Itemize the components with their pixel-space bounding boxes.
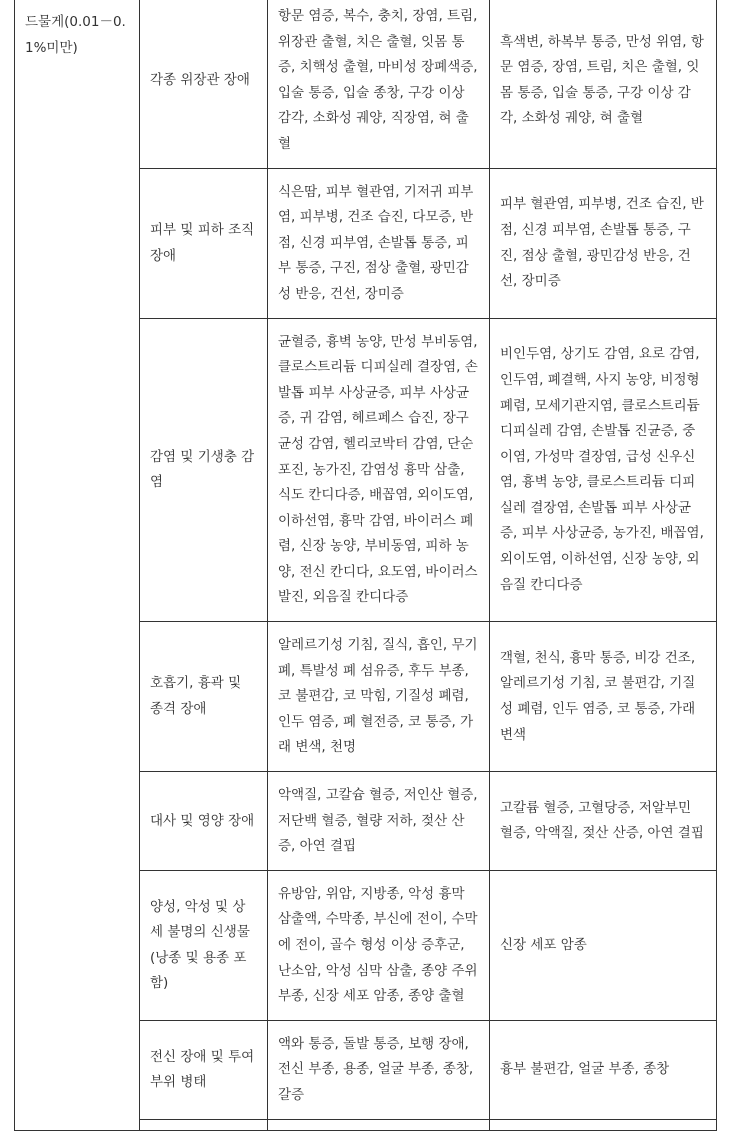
- reaction-cell-a: 유방암, 위암, 지방종, 악성 흉막 삼출액, 수막종, 부신에 전이, 수막에 전이, 골수 형성 이상 증후군, 난소암, 악성 심막 삼출, 종양 주위 부종, 신장 세포 암종, 종양 출혈: [268, 870, 490, 1020]
- next-row-cell-b: [490, 1119, 717, 1130]
- category-cell: 전신 장애 및 투여 부위 병태: [140, 1020, 268, 1119]
- category-cell: 대사 및 영양 장애: [140, 772, 268, 871]
- reaction-cell-a: 식은땀, 피부 혈관염, 기저귀 피부염, 피부병, 건조 습진, 다모증, 반점, 신경 피부염, 손발톱 통증, 피부 통증, 구진, 점상 출혈, 광민감성 반응, 건선, 장미증: [268, 168, 490, 318]
- category-cell: 각종 위장관 장애: [140, 0, 268, 168]
- frequency-cell: 드물게(0.01－0.1%미만): [15, 0, 140, 1130]
- reaction-cell-b: 고칼륨 혈증, 고혈당증, 저알부민 혈증, 악액질, 젖산 산증, 아연 결핍: [490, 772, 717, 871]
- reaction-cell-b: 흉부 불편감, 얼굴 부종, 종창: [490, 1020, 717, 1119]
- category-cell: 감염 및 기생충 감염: [140, 318, 268, 622]
- next-row-cell-a: [268, 1119, 490, 1130]
- reaction-cell-b: 흑색변, 하복부 통증, 만성 위염, 항문 염증, 장염, 트림, 치은 출혈, 잇몸 통증, 입술 통증, 구강 이상 감각, 소화성 궤양, 혀 출혈: [490, 0, 717, 168]
- reaction-cell-b: 피부 혈관염, 피부병, 건조 습진, 반점, 신경 피부염, 손발톱 통증, 구진, 점상 출혈, 광민감성 반응, 건선, 장미증: [490, 168, 717, 318]
- category-cell: 호흡기, 흉곽 및 종격 장애: [140, 622, 268, 772]
- reaction-cell-a: 균혈증, 흉벽 농양, 만성 부비동염, 클로스트리듐 디피실레 결장염, 손발톱 피부 사상균증, 피부 사상균증, 귀 감염, 헤르페스 습진, 장구균성 감염, 헬리코박터 감염, 단순 포진, 농가진, 감염성 흉막 삼출, 식도 칸디다증, 배꼽염, 외이도염, 이하선염, 흉막 감염, 바이러스 폐렴, 신장 농양, 부비동염, 피하 농양, 전신 칸디다, 요도염, 바이러스 발진, 외음질 칸디다증: [268, 318, 490, 622]
- table-row: [15, 0, 717, 168]
- reaction-cell-b: 비인두염, 상기도 감염, 요로 감염, 인두염, 폐결핵, 사지 농양, 비정형 폐렴, 모세기관지염, 클로스트리듐 디피실레 감염, 손발톱 진균증, 중이염, 가성막 결장염, 급성 신우신염, 흉벽 농양, 클로스트리듐 디피실레 결장염, 손발톱 피부 사상균증, 피부 사상균증, 농가진, 배꼽염, 외이도염, 이하선염, 신장 농양, 외음질 칸디다증: [490, 318, 717, 622]
- reaction-cell-a: 악액질, 고칼슘 혈증, 저인산 혈증, 저단백 혈증, 혈량 저하, 젖산 산증, 아연 결핍: [268, 772, 490, 871]
- reaction-cell-b: 신장 세포 암종: [490, 870, 717, 1020]
- next-row-category-cell: [140, 1119, 268, 1130]
- category-cell: 피부 및 피하 조직 장애: [140, 168, 268, 318]
- category-cell: 양성, 악성 및 상세 불명의 신생물(낭종 및 용종 포함): [140, 870, 268, 1020]
- adverse-reactions-table: [14, 0, 717, 1131]
- reaction-cell-a: 알레르기성 기침, 질식, 흡인, 무기폐, 특발성 폐 섬유증, 후두 부종, 코 불편감, 코 막힘, 기질성 폐렴, 인두 염증, 폐 혈전증, 코 통증, 가래 변색, 천명: [268, 622, 490, 772]
- reaction-cell-a: 항문 염증, 복수, 충치, 장염, 트림, 위장관 출혈, 치은 출혈, 잇몸 통증, 치핵성 출혈, 마비성 장폐색증, 입술 통증, 입술 종창, 구강 이상 감각, 소화성 궤양, 직장염, 혀 출혈: [268, 0, 490, 168]
- reaction-cell-a: 액와 통증, 돌발 통증, 보행 장애, 전신 부종, 용종, 얼굴 부종, 종창, 갈증: [268, 1020, 490, 1119]
- reaction-cell-b: 객혈, 천식, 흉막 통증, 비강 건조, 알레르기성 기침, 코 불편감, 기질성 폐렴, 인두 염증, 코 통증, 가래 변색: [490, 622, 717, 772]
